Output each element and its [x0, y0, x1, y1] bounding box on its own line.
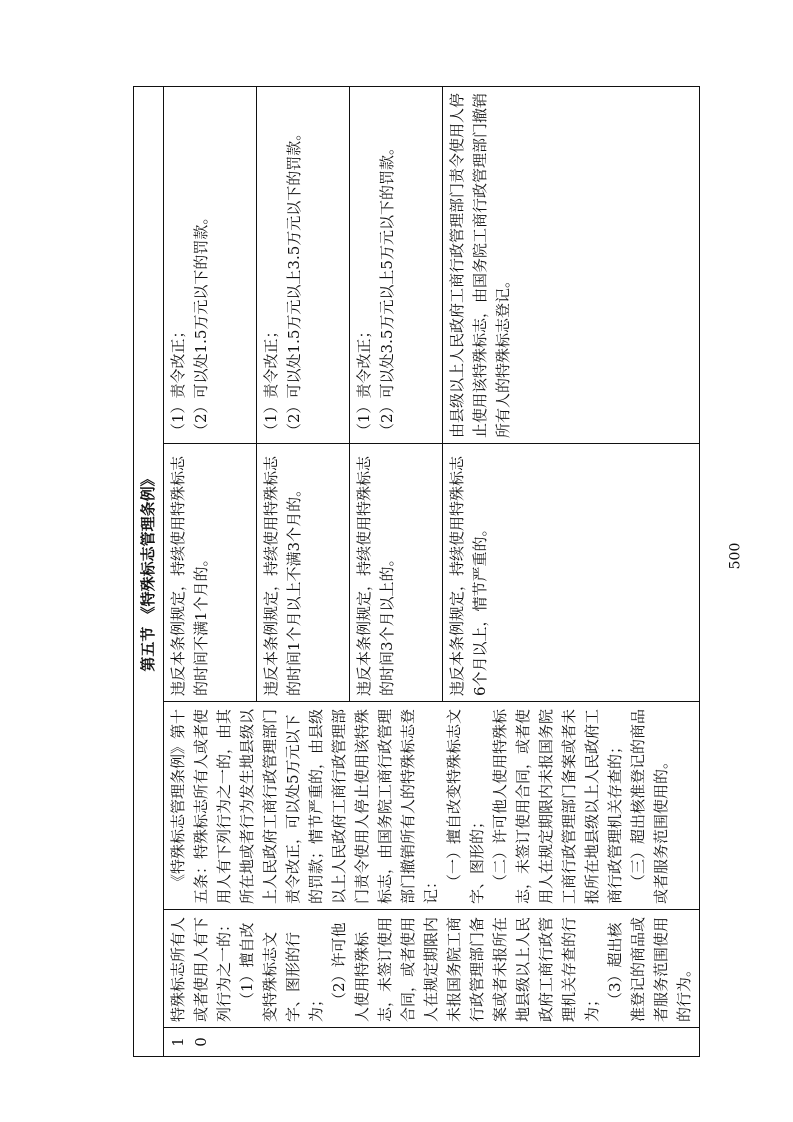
behavior-intro: 特殊标志所有人或者使用人有下列行为之一的： [169, 916, 233, 1022]
basis-item-2: （二）许可他人使用特殊标志，未签订使用合同，或者使用人在规定期限内未报国务院工商行政管理部门备案或者未报所在地县级以上人民政府工商行政管理机关存查的； [491, 708, 624, 904]
legal-basis-cell [164, 702, 700, 910]
penalty-2-line-1: （1）责令改正； [262, 323, 280, 438]
basis-item-1: （一）擅自改变特殊标志文字、图形的； [445, 708, 486, 904]
penalty-2-line-2: （2）可以处1.5万元以上3.5万元以下的罚款。 [285, 125, 303, 438]
circumstance-text-3: 违反本条例规定，持续使用特殊标志的时间3个月以上的。 [355, 455, 396, 696]
section-header: 第五节 《特殊标志管理条例》 [134, 86, 164, 1056]
basis-article: 《特殊标志管理条例》第十五条：特殊标志所有人或者使用人有下列行为之一的，由其所在地或者行为发生地县级以上人民政府工商行政管理部门责令改正，可以处5万元以下的罚款；情节严重的，由县级以上人民政府工商行政管理部门责令使用人停止使用该特殊标志，由国务院工商行政管理部门撤销所有人的特殊标志登记： [169, 708, 440, 904]
penalty-cell-2 [257, 86, 350, 443]
violation-behavior-cell [164, 910, 700, 1028]
penalty-4-text: 由县级以上人民政府工商行政管理部门责令使用人停止使用该特殊标志，由国务院工商行政管理部门撤销所有人的特殊标志登记。 [448, 92, 512, 438]
penalty-3-line-2: （2）可以处3.5万元以上5万元以下的罚款。 [378, 140, 396, 438]
circumstance-text-2: 违反本条例规定，持续使用特殊标志的时间1个月以上不满3个月的。 [262, 455, 303, 696]
circumstance-text-4: 违反本条例规定，持续使用特殊标志6个月以上，情节严重的。 [448, 455, 489, 696]
penalty-cell-1 [164, 86, 257, 443]
circumstance-cell-2 [257, 444, 350, 702]
rotated-page-content [133, 87, 733, 1057]
circumstance-cell-1 [164, 444, 257, 702]
table-row [164, 86, 257, 1056]
penalty-1-line-1: （1）责令改正； [169, 323, 187, 438]
row-number: 10 [164, 1028, 700, 1057]
section-header-row [134, 86, 164, 1056]
regulation-table [133, 86, 700, 1057]
circumstance-cell-4 [443, 444, 700, 702]
penalty-3-line-1: （1）责令改正； [355, 323, 373, 438]
circumstance-cell-3 [350, 444, 443, 702]
penalty-cell-4 [443, 86, 700, 443]
page-number: 500 [727, 542, 744, 570]
circumstance-text-1: 违反本条例规定，持续使用特殊标志的时间不满1个月的。 [169, 455, 210, 696]
behavior-item-2: （2）许可他人使用特殊标志，未签订使用合同，或者使用人在规定期限内未报国务院工商行政管理部门备案或者未报所在地县级以上人民政府工商行政管理机关存查的行为； [330, 916, 601, 1022]
behavior-item-1: （1）擅自改变特殊标志文字、图形的行为； [238, 922, 325, 1022]
penalty-1-line-2: （2）可以处1.5万元以下的罚款。 [192, 209, 210, 438]
penalty-cell-3 [350, 86, 443, 443]
behavior-item-3: （3）超出核准登记的商品或者服务范围使用的行为。 [606, 916, 693, 1022]
basis-item-3: （三）超出核准登记的商品或者服务范围使用的。 [629, 708, 670, 904]
